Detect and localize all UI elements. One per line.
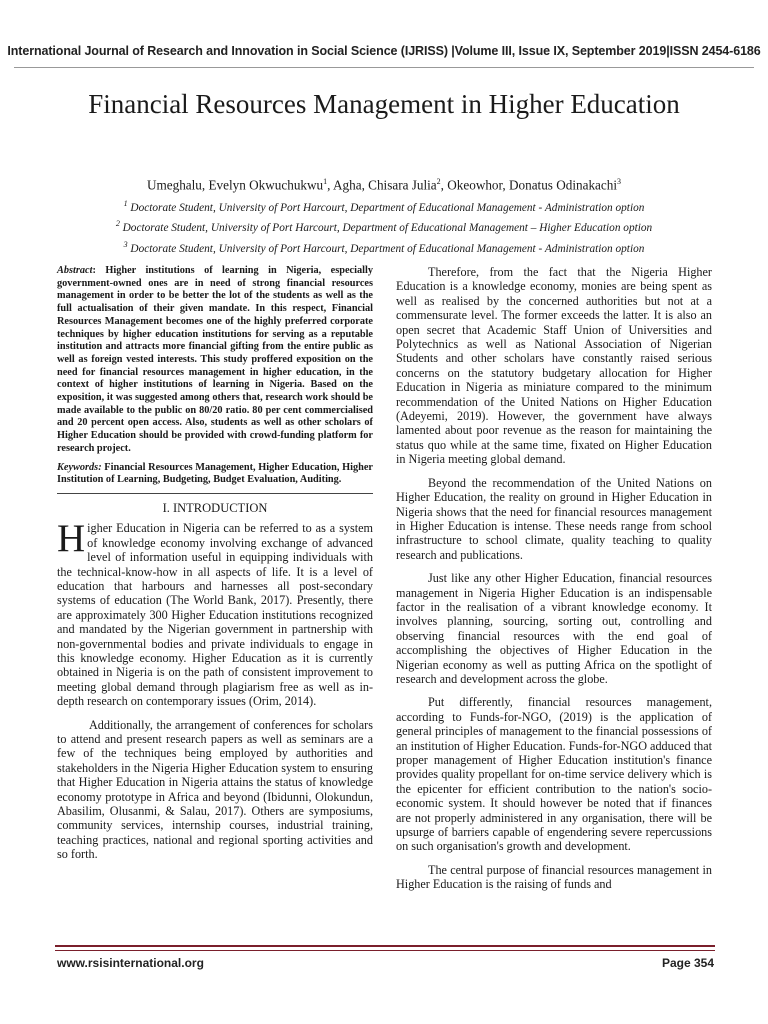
author-1-sup: 1 bbox=[323, 177, 328, 186]
left-column bbox=[57, 265, 373, 871]
right-paragraph-4: Put differently, financial resources management, according to Funds-for-NGO, (2019) is the application of general principles of management to the financial possessions of an institution of Higher Education. Funds-for-NGO adduced that proper management of Higher Education institution's finance provides quality propellant for on-time service delivery which is the epicenter for efficient contribution to the nation's socio-economic system. It should however be noted that if finances are not properly administered in any organisation, there will be upsurge of barriers capable of engendering severe repercussions on such organisation's growth and development. bbox=[396, 695, 712, 854]
abstract bbox=[57, 265, 373, 456]
paper-title: Financial Resources Management in Higher Education bbox=[88, 89, 680, 119]
dropcap: H bbox=[57, 517, 86, 561]
intro-paragraph-1 bbox=[57, 517, 373, 709]
author-2-sup: 2 bbox=[436, 177, 441, 186]
affiliation-3-sup: 3 bbox=[123, 239, 128, 249]
keywords-label: Keywords: bbox=[57, 461, 102, 473]
footer-rule-thin bbox=[55, 950, 715, 951]
author-line bbox=[0, 177, 768, 193]
affiliation-3 bbox=[0, 237, 768, 257]
header-rule bbox=[14, 67, 754, 68]
affiliation-2-text: Doctorate Student, University of Port Harcourt, Department of Educational Management – Higher Education option bbox=[119, 222, 653, 235]
affiliation-1 bbox=[0, 196, 768, 216]
abstract-label: Abstract bbox=[57, 265, 93, 276]
keywords bbox=[57, 462, 373, 487]
section-heading: I. INTRODUCTION bbox=[162, 500, 268, 515]
affiliation-2 bbox=[0, 216, 768, 236]
author-3-sup: 3 bbox=[617, 177, 622, 186]
footer-rule-thick bbox=[55, 945, 715, 947]
author-1: Umeghalu, Evelyn Okwuchukwu bbox=[146, 177, 324, 193]
affiliation-1-sup: 1 bbox=[123, 199, 128, 208]
page-number: Page 354 bbox=[661, 956, 714, 970]
intro-paragraph-2: Additionally, the arrangement of conferences for scholars to attend and present research papers as well as seminars are a few of the techniques being employed by authorities and stakeholders in the Nigeria Higher Education system to ensuring that Higher Education in Nigeria attains the status of knowledge economy prototype in Africa and beyond (Ibidunni, Olokundun, Abasilim, Olusanmi, & Salau, 2017). Others are symposiums, community services, internship courses, industrial training, teaching practices, national and regional sporting activities and so forth. bbox=[57, 717, 373, 862]
affiliation-1-text: Doctorate Student, University of Port Harcourt, Department of Educational Management - Administration option bbox=[127, 201, 645, 214]
abstract-text: : Higher institutions of learning in Nigeria, especially government-owned ones are in need of strong financial resources management in order to be better the lot of the students as well as the full actualisation of their given mandate. In this respect, Financial Resources Management becomes one of the highly preferred corporate techniques by higher education institutions for serving as a reputable institution and attracts more financial gifting from the entire public as well as foreign vested interests. This study proffered exposition on the need for financial resources management in higher education, in the context of higher institutions of learning in Nigeria. Based on the exposition, it was suggested among others that, research work should be made available to the public on 80/20 ratio. 80 per cent commercialised and 20 percent open access. Also, students as well as other scholars of Higher Education should be provided with crowd-funding platform for research project. bbox=[57, 265, 373, 454]
footer-url-link[interactable]: www.rsisinternational.org bbox=[57, 956, 204, 970]
affiliation-3-text: Doctorate Student, University of Port Harcourt, Department of Educational Management - Administration option bbox=[127, 242, 645, 255]
right-paragraph-3: Just like any other Higher Education, financial resources management in Nigeria Higher Education is an indispensable factor in the realisation of a vibrant knowledge economy. It involves planning, sourcing, sorting out, controlling and observing financial resources with the end goal of accomplishing the objectives of Higher Education in the Nigerian economy as well as putting Africa on the spotlight of research and development across the globe. bbox=[396, 571, 712, 686]
right-paragraph-5: The central purpose of financial resources management in Higher Education is the raising of funds and bbox=[396, 862, 712, 892]
right-paragraph-1: Therefore, from the fact that the Nigeria Higher Education is a knowledge economy, monies are being spent as well as realised by the concerned authorities but not at a commensurate level. The former exceeds the latter. It is also an open secret that Academic Staff Union of Universities and Polytechnics as well as National Association of Nigerian Students and other scholars have constantly raised serious concerns on the statutory budgetary allocation for Higher Education in Nigeria as miniature compared to the minimum recommendation of the United Nations on Higher Education (Adeyemi, 2019). However, the government have always lamented about poor revenue as the reason for maintaining the status quo while at the same time, fixated on Higher Education in Nigeria meeting global demand. bbox=[396, 265, 712, 467]
author-3: , Okeowhor, Donatus Odinakachi bbox=[440, 177, 618, 193]
intro-paragraph-1-text: igher Education in Nigeria can be referred to as a system of knowledge economy involving exchange of advanced level of information useful in equipping individuals with the technical-know-how in all aspects of life. It is a level of education that harbours and harnesses all post-secondary systems of education (The World Bank, 2017). Presently, there are approximately 300 Higher Education institutions recognized and mandated by the Nigerian government in partnership with non-governmental bodies and private individuals to engage in this knowledge economy. Higher Education as it is currently obtained in Nigeria is on the path of consistent improvement to meeting global demand through plagiarism free as well as in-depth research on contemporary issues (Orim, 2014). bbox=[57, 521, 373, 709]
journal-header: International Journal of Research and Innovation in Social Science (IJRISS) |Volume III, Issue IX, September 2019|ISSN 2454-6186 bbox=[7, 44, 761, 58]
right-column bbox=[396, 265, 712, 901]
affiliation-2-sup: 2 bbox=[115, 219, 120, 229]
author-2: , Agha, Chisara Julia bbox=[327, 177, 437, 193]
keywords-text: Financial Resources Management, Higher Education, Higher Institution of Learning, Budgeting, Budget Evaluation, Auditing. bbox=[57, 461, 373, 486]
affiliations bbox=[0, 196, 768, 257]
right-paragraph-2: Beyond the recommendation of the United Nations on Higher Education, the reality on ground in Higher Education in Nigeria shows that the need for financial resources management in Higher Education is intense. These needs range from school infrastructure to school climate, quality teaching to quality research and publications. bbox=[396, 475, 712, 562]
keywords-rule bbox=[57, 493, 373, 494]
